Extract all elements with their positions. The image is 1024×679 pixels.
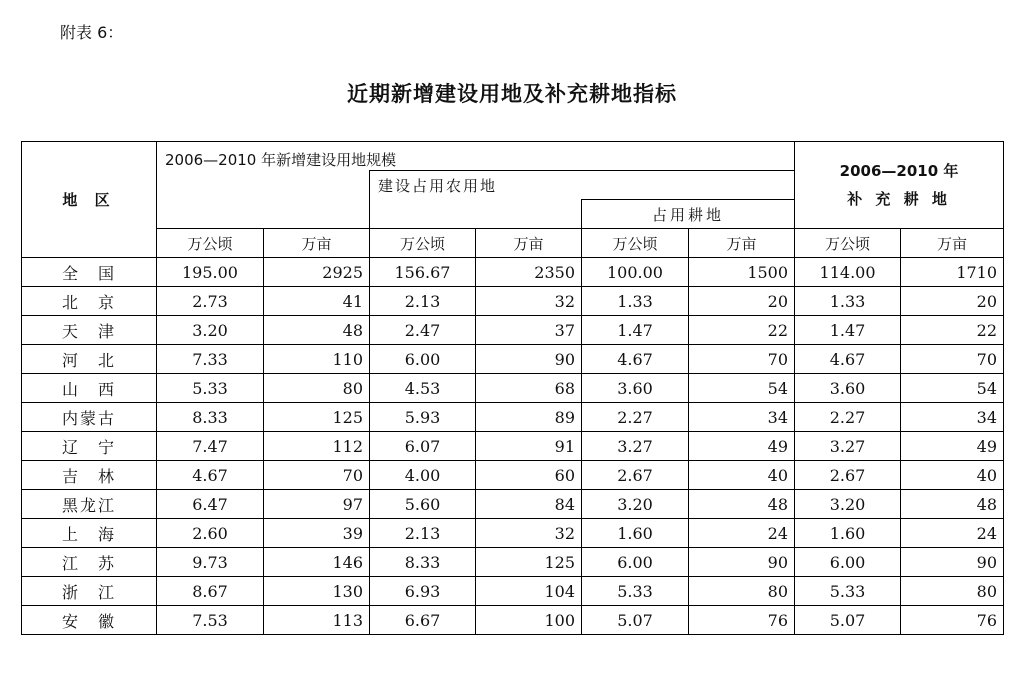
hectare-cell: 5.07 xyxy=(795,606,901,635)
hectare-cell: 1.60 xyxy=(795,519,901,548)
table-row xyxy=(22,519,1004,548)
hectare-cell: 2.27 xyxy=(582,403,689,432)
mu-cell: 146 xyxy=(264,548,370,577)
hectare-cell: 1.33 xyxy=(795,287,901,316)
mu-cell: 97 xyxy=(264,490,370,519)
hectare-cell: 6.93 xyxy=(370,577,476,606)
header-supplement xyxy=(795,142,1004,229)
table-row xyxy=(22,403,1004,432)
mu-cell: 80 xyxy=(689,577,795,606)
table-row xyxy=(22,461,1004,490)
mu-cell: 60 xyxy=(476,461,582,490)
mu-cell: 2350 xyxy=(476,258,582,287)
mu-cell: 32 xyxy=(476,519,582,548)
table-row xyxy=(22,577,1004,606)
mu-cell: 89 xyxy=(476,403,582,432)
hectare-cell: 6.00 xyxy=(582,548,689,577)
header-region: 地 区 xyxy=(22,142,157,258)
unit-hectare: 万公顷 xyxy=(582,229,689,258)
hectare-cell: 2.47 xyxy=(370,316,476,345)
header-supplement-line1: 2006—2010 年 xyxy=(839,162,959,180)
hectare-cell: 6.00 xyxy=(795,548,901,577)
mu-cell: 104 xyxy=(476,577,582,606)
region-cell: 天 津 xyxy=(22,316,157,345)
unit-hectare: 万公顷 xyxy=(795,229,901,258)
hectare-cell: 5.07 xyxy=(582,606,689,635)
table-row xyxy=(22,287,1004,316)
hectare-cell: 7.53 xyxy=(157,606,264,635)
hectare-cell: 2.60 xyxy=(157,519,264,548)
hectare-cell: 3.60 xyxy=(795,374,901,403)
unit-mu: 万亩 xyxy=(901,229,1004,258)
hectare-cell: 3.60 xyxy=(582,374,689,403)
mu-cell: 20 xyxy=(689,287,795,316)
hectare-cell: 2.73 xyxy=(157,287,264,316)
mu-cell: 34 xyxy=(901,403,1004,432)
mu-cell: 20 xyxy=(901,287,1004,316)
mu-cell: 130 xyxy=(264,577,370,606)
region-cell: 安 徽 xyxy=(22,606,157,635)
mu-cell: 2925 xyxy=(264,258,370,287)
header-blank xyxy=(157,171,370,229)
mu-cell: 48 xyxy=(901,490,1004,519)
mu-cell: 100 xyxy=(476,606,582,635)
mu-cell: 24 xyxy=(689,519,795,548)
mu-cell: 76 xyxy=(901,606,1004,635)
table-row xyxy=(22,374,1004,403)
hectare-cell: 4.67 xyxy=(582,345,689,374)
hectare-cell: 5.33 xyxy=(795,577,901,606)
mu-cell: 76 xyxy=(689,606,795,635)
mu-cell: 91 xyxy=(476,432,582,461)
mu-cell: 70 xyxy=(901,345,1004,374)
table-row xyxy=(22,258,1004,287)
hectare-cell: 1.33 xyxy=(582,287,689,316)
hectare-cell: 100.00 xyxy=(582,258,689,287)
hectare-cell: 2.13 xyxy=(370,287,476,316)
hectare-cell: 1.60 xyxy=(582,519,689,548)
region-cell: 山 西 xyxy=(22,374,157,403)
mu-cell: 34 xyxy=(689,403,795,432)
table-row xyxy=(22,345,1004,374)
header-new-land-scale: 2006—2010 年新增建设用地规模 xyxy=(157,142,795,171)
mu-cell: 48 xyxy=(264,316,370,345)
hectare-cell: 5.33 xyxy=(582,577,689,606)
unit-mu: 万亩 xyxy=(476,229,582,258)
mu-cell: 24 xyxy=(901,519,1004,548)
mu-cell: 90 xyxy=(689,548,795,577)
region-cell: 全 国 xyxy=(22,258,157,287)
unit-mu: 万亩 xyxy=(689,229,795,258)
hectare-cell: 2.13 xyxy=(370,519,476,548)
mu-cell: 48 xyxy=(689,490,795,519)
mu-cell: 70 xyxy=(689,345,795,374)
mu-cell: 32 xyxy=(476,287,582,316)
mu-cell: 125 xyxy=(264,403,370,432)
hectare-cell: 3.20 xyxy=(795,490,901,519)
mu-cell: 54 xyxy=(689,374,795,403)
hectare-cell: 6.47 xyxy=(157,490,264,519)
hectare-cell: 5.60 xyxy=(370,490,476,519)
mu-cell: 112 xyxy=(264,432,370,461)
mu-cell: 39 xyxy=(264,519,370,548)
mu-cell: 70 xyxy=(264,461,370,490)
region-cell: 浙 江 xyxy=(22,577,157,606)
hectare-cell: 1.47 xyxy=(582,316,689,345)
hectare-cell: 2.67 xyxy=(582,461,689,490)
mu-cell: 37 xyxy=(476,316,582,345)
hectare-cell: 3.20 xyxy=(582,490,689,519)
region-cell: 江 苏 xyxy=(22,548,157,577)
region-cell: 河 北 xyxy=(22,345,157,374)
mu-cell: 22 xyxy=(901,316,1004,345)
hectare-cell: 1.47 xyxy=(795,316,901,345)
hectare-cell: 8.33 xyxy=(370,548,476,577)
mu-cell: 40 xyxy=(901,461,1004,490)
hectare-cell: 2.67 xyxy=(795,461,901,490)
mu-cell: 125 xyxy=(476,548,582,577)
header-occupy-cultivated: 占用耕地 xyxy=(582,200,795,229)
region-cell: 内蒙古 xyxy=(22,403,157,432)
region-cell: 辽 宁 xyxy=(22,432,157,461)
hectare-cell: 4.00 xyxy=(370,461,476,490)
hectare-cell: 156.67 xyxy=(370,258,476,287)
unit-hectare: 万公顷 xyxy=(370,229,476,258)
hectare-cell: 4.67 xyxy=(157,461,264,490)
mu-cell: 49 xyxy=(689,432,795,461)
region-cell: 上 海 xyxy=(22,519,157,548)
hectare-cell: 6.00 xyxy=(370,345,476,374)
table-row xyxy=(22,606,1004,635)
mu-cell: 1500 xyxy=(689,258,795,287)
hectare-cell: 5.33 xyxy=(157,374,264,403)
mu-cell: 41 xyxy=(264,287,370,316)
mu-cell: 49 xyxy=(901,432,1004,461)
mu-cell: 68 xyxy=(476,374,582,403)
hectare-cell: 4.53 xyxy=(370,374,476,403)
hectare-cell: 114.00 xyxy=(795,258,901,287)
mu-cell: 84 xyxy=(476,490,582,519)
hectare-cell: 4.67 xyxy=(795,345,901,374)
hectare-cell: 8.33 xyxy=(157,403,264,432)
header-occupy-agri: 建设占用农用地 xyxy=(370,171,795,200)
hectare-cell: 3.20 xyxy=(157,316,264,345)
mu-cell: 40 xyxy=(689,461,795,490)
mu-cell: 90 xyxy=(476,345,582,374)
annex-label: 附表 6： xyxy=(60,23,124,42)
hectare-cell: 7.47 xyxy=(157,432,264,461)
table-row xyxy=(22,432,1004,461)
header-supplement-line2: 补 充 耕 地 xyxy=(847,190,951,208)
hectare-cell: 8.67 xyxy=(157,577,264,606)
mu-cell: 22 xyxy=(689,316,795,345)
hectare-cell: 7.33 xyxy=(157,345,264,374)
page-title: 近期新增建设用地及补充耕地指标 xyxy=(347,82,677,106)
hectare-cell: 3.27 xyxy=(795,432,901,461)
table-row xyxy=(22,490,1004,519)
mu-cell: 80 xyxy=(264,374,370,403)
hectare-cell: 6.07 xyxy=(370,432,476,461)
mu-cell: 90 xyxy=(901,548,1004,577)
region-cell: 北 京 xyxy=(22,287,157,316)
hectare-cell: 195.00 xyxy=(157,258,264,287)
mu-cell: 80 xyxy=(901,577,1004,606)
hectare-cell: 3.27 xyxy=(582,432,689,461)
unit-mu: 万亩 xyxy=(264,229,370,258)
table-row xyxy=(22,548,1004,577)
header-blank-2 xyxy=(370,200,582,229)
mu-cell: 1710 xyxy=(901,258,1004,287)
indicator-table xyxy=(21,141,1004,635)
hectare-cell: 6.67 xyxy=(370,606,476,635)
mu-cell: 54 xyxy=(901,374,1004,403)
mu-cell: 110 xyxy=(264,345,370,374)
hectare-cell: 9.73 xyxy=(157,548,264,577)
mu-cell: 113 xyxy=(264,606,370,635)
hectare-cell: 5.93 xyxy=(370,403,476,432)
table-row xyxy=(22,316,1004,345)
region-cell: 黑龙江 xyxy=(22,490,157,519)
unit-hectare: 万公顷 xyxy=(157,229,264,258)
region-cell: 吉 林 xyxy=(22,461,157,490)
hectare-cell: 2.27 xyxy=(795,403,901,432)
